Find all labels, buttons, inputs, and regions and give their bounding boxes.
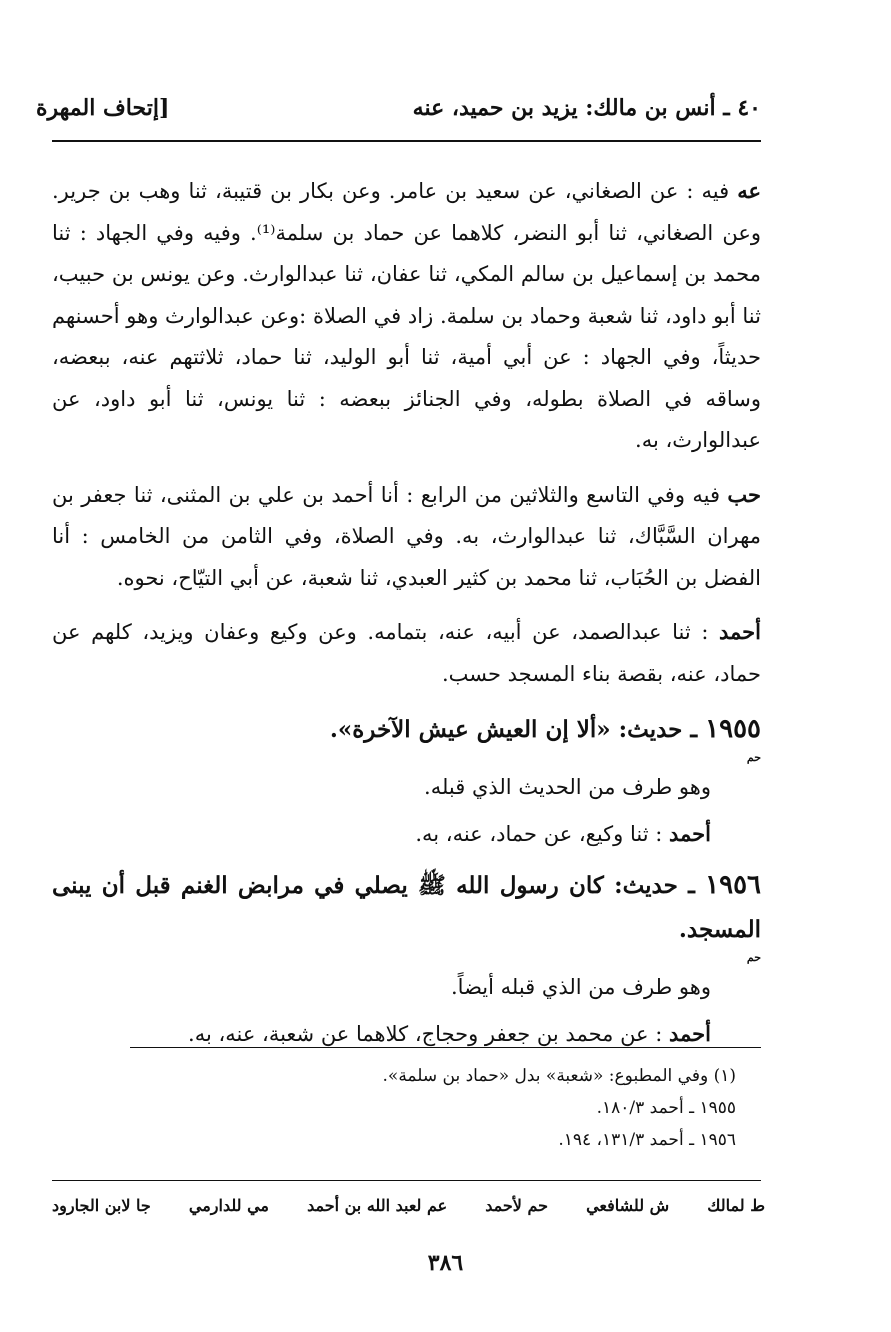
hadith-1955-sigla: حم (746, 751, 761, 764)
paragraph-2 (52, 474, 761, 600)
paragraph-3-text: : ثنا عبدالصمد، عن أبيه، عنه، بتمامه. وعن وكيع وعفان ويزيد، كلهم عن حماد، عنه، بقصة بناء المسجد حسب. (52, 620, 761, 686)
hadith-1956-number: ١٩٥٦ (705, 870, 761, 900)
abbrev-ibn-jarud: جا لابن الجارود (52, 1196, 151, 1215)
running-header (36, 88, 761, 128)
paragraph-3 (52, 611, 761, 695)
hadith-1955-source-text: : ثنا وكيع، عن حماد، عنه، به. (415, 821, 670, 846)
hadith-1956-note: وهو طرف من الذي قبله أيضاً. (451, 975, 711, 999)
hadith-1956-source-lead: أحمد (669, 1020, 711, 1046)
hadith-1956-sigla: حم (746, 951, 761, 964)
footnotes (130, 1060, 736, 1156)
abbrev-shafii: ش للشافعي (586, 1196, 670, 1215)
paragraph-1 (52, 170, 761, 462)
main-text (52, 170, 761, 1059)
footnote-divider (130, 1047, 761, 1048)
abbrev-malik: ط لمالك (707, 1196, 765, 1215)
paragraph-1-lead: عه (737, 178, 761, 203)
paragraph-1-text: فيه : عن الصغاني، عن سعيد بن عامر. وعن بكار بن قتيبة، ثنا وهب بن جرير. وعن الصغاني، ثنا أبو النضر، كلاهما عن حماد بن سلمة⁽¹⁾. وفيه وفي الجهاد : ثنا محمد بن إسماعيل بن سالم المكي، ثنا عفان، ثنا عبدالوارث. وعن يونس بن حبيب، ثنا أبو داود، ثنا شعبة وحماد بن سلمة. زاد في الصلاة :وعن عبدالوارث وهو أحسنهم حديثاً، وفي الجهاد : عن أبي أمية، ثنا أبو الوليد، ثنا حماد، ثلاثتهم عنه، ببعضه، وساقه في الصلاة بطوله، وفي الجنائز ببعضه : ثنا يونس، ثنا أبو داود، عن عبدالوارث، به. (52, 179, 761, 452)
paragraph-2-text: فيه وفي التاسع والثلاثين من الرابع : أنا أحمد بن علي بن المثنى، ثنا جعفر بن مهران السَّبَّاك، ثنا عبدالوارث، به. وفي الصلاة، وفي الثامن من الخامس : أنا الفضل بن الحُبَاب، ثنا محمد بن كثير العبدي، ثنا شعبة، عن أبي التيّاح، نحوه. (52, 482, 761, 590)
hadith-1955-source (52, 813, 761, 856)
abbrev-ahmad: حم لأحمد (485, 1196, 549, 1215)
hadith-1956-source (52, 1013, 761, 1056)
hadith-1955-number: ١٩٥٥ (705, 714, 761, 744)
page-number: ٣٨٦ (427, 1250, 464, 1276)
hadith-1955-source-lead: أحمد (669, 820, 711, 846)
hadith-1956-title (52, 863, 761, 952)
footnote-1: (١) وفي المطبوع: «شعبة» بدل «حماد بن سلمة». (382, 1066, 736, 1086)
hadith-1955-note: وهو طرف من الحديث الذي قبله. (424, 775, 711, 799)
paragraph-3-lead: أحمد (719, 619, 761, 644)
header-book-title: [إتحاف المهرة (36, 95, 170, 121)
footnote-2: ١٩٥٥ ـ أحمد ١٨٠/٣. (596, 1098, 736, 1118)
hadith-1956-text: ـ حديث: كان رسول الله ﷺ يصلي في مرابض الغنم قبل أن يبنى المسجد. (52, 872, 761, 943)
hadith-1955 (52, 707, 761, 855)
hadith-1955-text: ـ حديث: «ألا إن العيش عيش الآخرة». (329, 716, 706, 743)
hadith-1956-source-text: : عن محمد بن جعفر وحجاج، كلاهما عن شعبة، عنه، به. (188, 1021, 670, 1046)
abbrev-darimi: مي للدارمي (188, 1196, 269, 1215)
header-divider (52, 140, 761, 142)
paragraph-2-lead: حب (727, 481, 761, 507)
abbreviations-divider (52, 1180, 761, 1181)
footnote-3: ١٩٥٦ ـ أحمد ١٣١/٣، ١٩٤. (558, 1130, 736, 1150)
hadith-1955-title (52, 707, 761, 752)
header-chapter-title: ٤٠ ـ أنس بن مالك: يزيد بن حميد، عنه (412, 95, 761, 121)
abbrev-abdullah: عم لعبد الله بن أحمد (307, 1196, 448, 1215)
hadith-1956 (52, 863, 761, 1055)
abbreviations-key (52, 1196, 765, 1215)
